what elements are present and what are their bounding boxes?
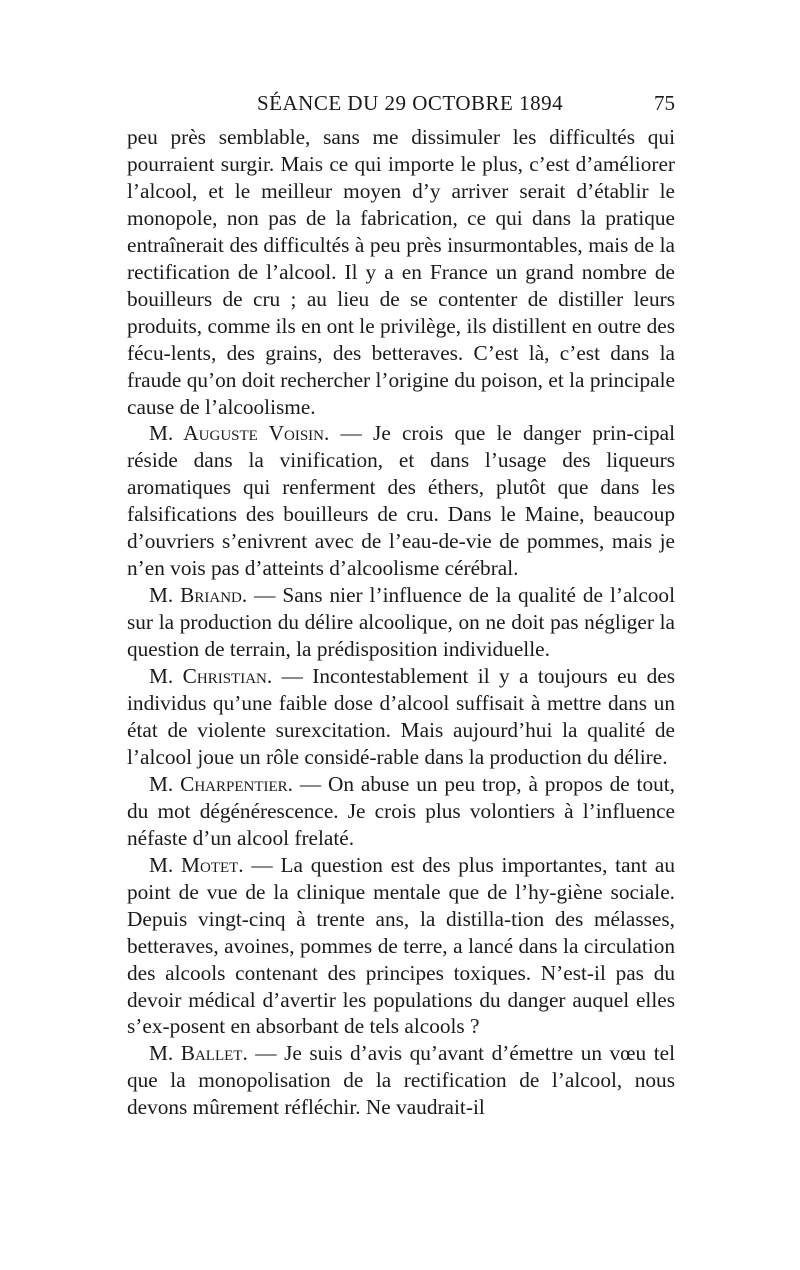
speaker-name: M. Christian. <box>149 664 273 689</box>
paragraph-text: — Sans nier l’influence de la qualité de l’alcool sur la production du délire alcoolique, on ne doit pas négliger la question de terrain, la prédisposition individuelle. <box>127 583 675 662</box>
paragraph-text: — On abuse un peu trop, à propos de tout, du mot dégénérescence. Je crois plus volontiers à l’influence néfaste d’un alcool frelaté. <box>127 771 675 850</box>
paragraph-text: — Je crois que le danger prin-cipal réside dans la vinification, et dans l’usage des liqueurs aromatiques qui renferment des éthers, plutôt que dans les falsifications des bouilleurs de cru. Dans le Maine, beaucoup d’ouvriers s’enivrent avec de l’eau-de-vie de pommes, mais je n’en vois pas d’atteints d’alcoolisme cérébral. <box>127 421 675 581</box>
speaker-name: M. Motet. <box>149 852 244 877</box>
running-head-title: SÉANCE DU 29 OCTOBRE 1894 <box>257 91 564 115</box>
book-page <box>127 88 675 1121</box>
speaker-name: M. Charpentier. <box>149 771 293 796</box>
paragraph-charpentier <box>127 771 675 852</box>
paragraph-continuation <box>127 124 675 420</box>
paragraph-motet <box>127 852 675 1041</box>
page-number: 75 <box>654 91 675 115</box>
speaker-name: M. Ballet. <box>149 1041 248 1066</box>
paragraph-ballet <box>127 1040 675 1121</box>
body-text <box>127 124 675 1121</box>
speaker-name: M. Briand. <box>149 583 248 608</box>
paragraph-text: — Incontestablement il y a toujours eu des individus qu’une faible dose d’alcool suffisait à mettre dans un état de violente surexcitation. Mais aujourd’hui la qualité de l’alcool joue un rôle considé-rable dans la production du délire. <box>127 664 675 769</box>
paragraph-christian <box>127 663 675 771</box>
speaker-name: M. Auguste Voisin. <box>149 421 330 446</box>
paragraph-text: peu près semblable, sans me dissimuler les difficultés qui pourraient surgir. Mais ce qui importe le plus, c’est d’améliorer l’alcool, et le meilleur moyen d’y arriver serait d’établir le monopole, non pas de la fabrication, ce qui dans la pratique entraînerait des difficultés à peu près insurmontables, mais de la rectification de l’alcool. Il y a en France un grand nombre de bouilleurs de cru ; au lieu de se contenter de distiller leurs produits, comme ils en ont le privilège, ils distillent en outre des fécu-lents, des grains, des betteraves. C’est là, c’est dans la fraude qu’on doit rechercher l’origine du poison, et la principale cause de l’alcoolisme. <box>127 125 675 419</box>
paragraph-briand <box>127 582 675 663</box>
running-head <box>127 88 675 118</box>
paragraph-text: — Je suis d’avis qu’avant d’émettre un vœu tel que la monopolisation de la rectification de l’alcool, nous devons mûrement réfléchir. Ne vaudrait-il <box>127 1041 675 1120</box>
paragraph-voisin <box>127 420 675 582</box>
paragraph-text: — La question est des plus importantes, tant au point de vue de la clinique mentale que de l’hy-giène sociale. Depuis vingt-cinq à trente ans, la distilla-tion des mélasses, betteraves, avoines, pommes de terre, a lancé dans la circulation des alcools contenant des principes toxiques. N’est-il pas du devoir médical d’avertir les populations du danger auquel elles s’ex-posent en absorbant de tels alcools ? <box>127 852 675 1039</box>
